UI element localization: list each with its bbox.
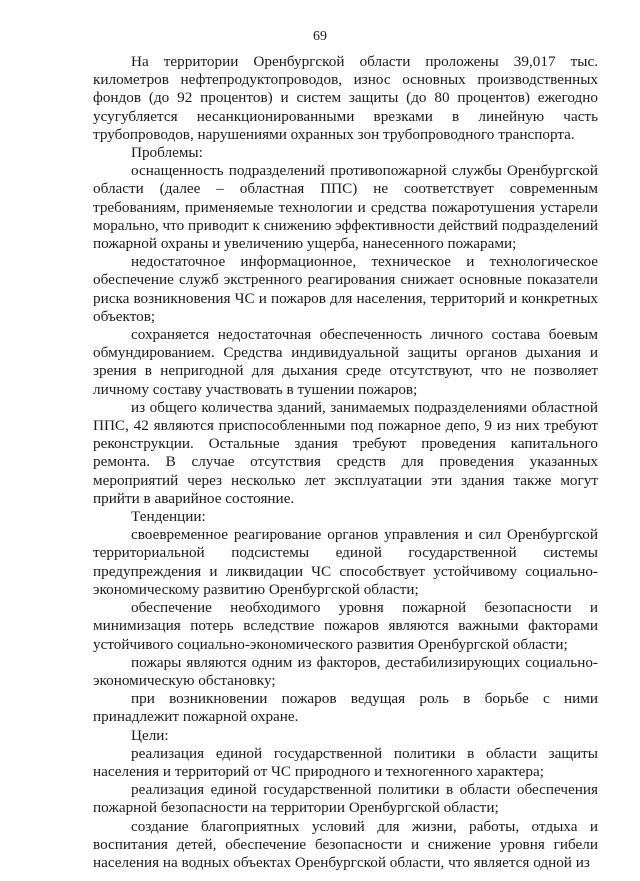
heading-goals: Цели: (131, 726, 169, 744)
heading-trends: Тенденции: (131, 508, 206, 526)
document-body (93, 53, 598, 872)
paragraph-goal-protection: реализация единой государственной политики в области защиты населения и территорий от ЧС природного и техногенного характера; (93, 744, 598, 780)
paragraph-problem-equipment: оснащенность подразделений противопожарной службы Оренбургской области (далее – областная ППС) не соответствует современным требованиям, применяемые технологии и средства пожаротушения устарели морально, что приводит к снижению эффективности действий подразделений пожарной охраны и увеличению ущерба, нанесенного пожарами; (93, 162, 598, 253)
paragraph-problem-buildings: из общего количества зданий, занимаемых подразделениями областной ППС, 42 являются приспособленными под пожарное депо, 9 из них требуют реконструкции. Остальные здания требуют проведения капитального ремонта. В случае отсутствия средств для проведения указанных мероприятий через несколько лет эксплуатации эти здания также могут прийти в аварийное состояние. (93, 398, 598, 507)
heading-problems: Проблемы: (131, 144, 203, 162)
paragraph-trend-fires: пожары являются одним из факторов, дестабилизирующих социально-экономическую обстановку; (93, 653, 598, 689)
paragraph-pipelines: На территории Оренбургской области проложены 39,017 тыс. километров нефтепродуктопроводов, износ основных производственных фондов (до 92 процентов) и систем защиты (до 80 процентов) ежегодно усугубляется несанкционированными врезками в линейную часть трубопроводов, нарушениями охранных зон трубопроводного транспорта. (93, 53, 598, 143)
paragraph-trend-fire-service: при возникновении пожаров ведущая роль в борьбе с ними принадлежит пожарной охране. (93, 690, 598, 726)
paragraph-trend-response: своевременное реагирование органов управления и сил Оренбургской территориальной подсистемы единой государственной системы предупреждения и ликвидации ЧС способствует устойчивому социально-экономическому развитию Оренбургской области; (93, 526, 598, 598)
paragraph-trend-safety: обеспечение необходимого уровня пожарной безопасности и минимизация потерь вследствие пожаров являются важными факторами устойчивого социально-экономического развития Оренбургской области; (93, 599, 598, 653)
page-number: 69 (313, 29, 327, 44)
paragraph-goal-fire-safety: реализация единой государственной политики в области обеспечения пожарной безопасности на территории Оренбургской области; (93, 781, 598, 817)
paragraph-problem-uniforms: сохраняется недостаточная обеспеченность личного состава боевым обмундированием. Средства индивидуальной защиты органов дыхания и зрения в непригодной для дыхания среде отсутствуют, что не позволяет личному составу участвовать в тушении пожаров; (93, 326, 598, 398)
paragraph-problem-information: недостаточное информационное, техническое и технологическое обеспечение служб экстренного реагирования снижает основные показатели риска возникновения ЧС и пожаров для населения, территорий и конкретных объектов; (93, 253, 598, 325)
paragraph-goal-water-safety: создание благоприятных условий для жизни, работы, отдыха и воспитания детей, обеспечение безопасности и снижение уровня гибели населения на водных объектах Оренбургской области, что является одной из (93, 817, 598, 871)
